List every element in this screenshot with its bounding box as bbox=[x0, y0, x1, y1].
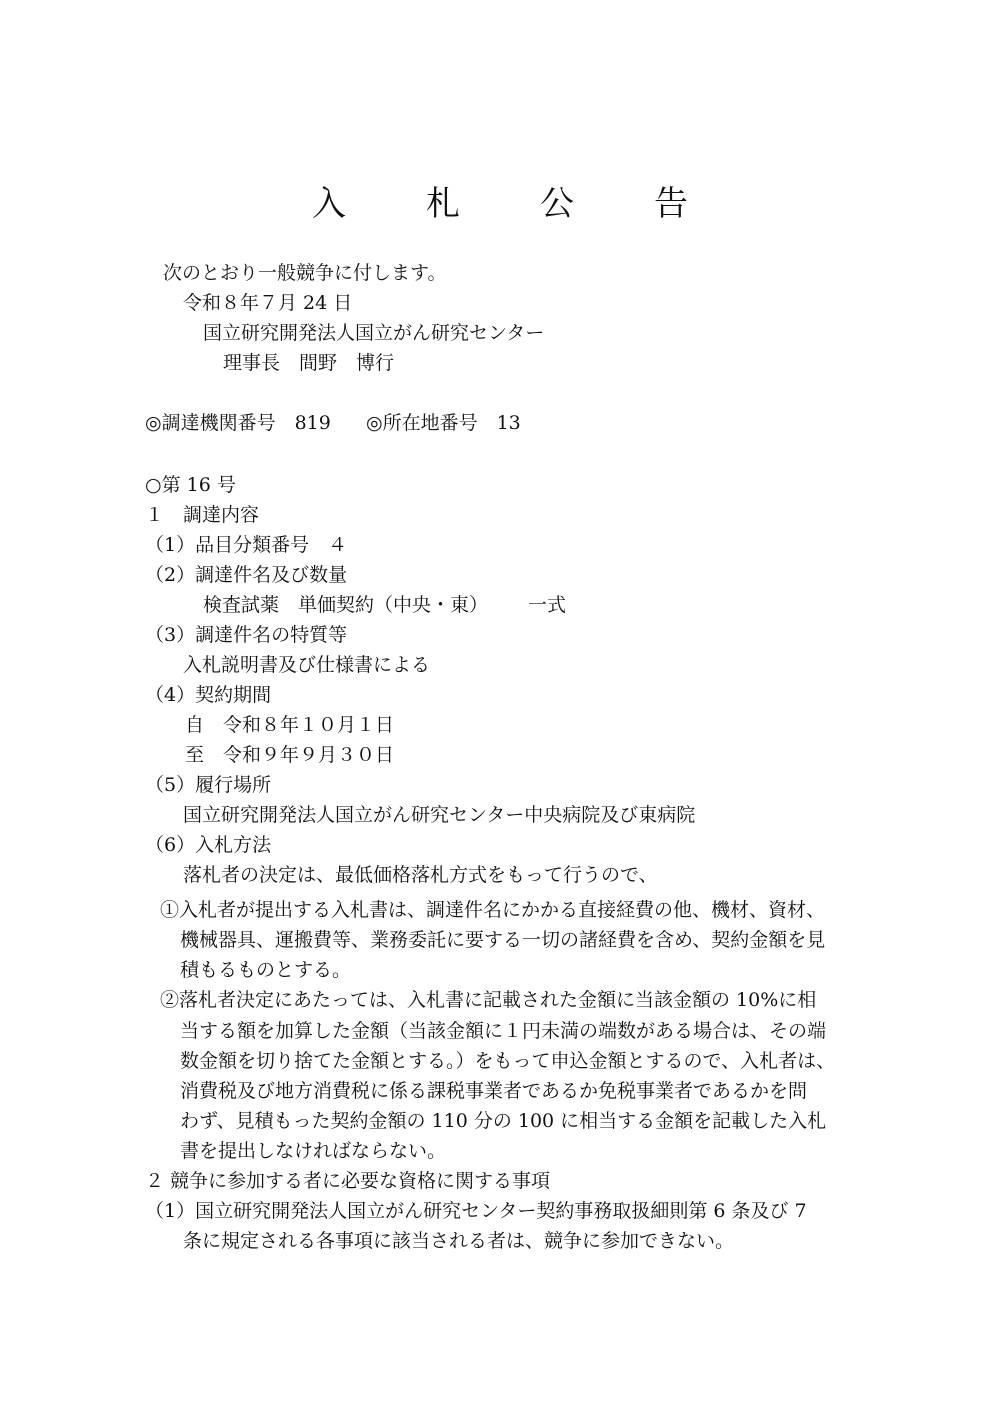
paragraph-2-line-6: 書を提出しなければならない。 bbox=[180, 1140, 447, 1162]
document-title bbox=[0, 176, 1000, 225]
paragraph-2-line-1: ②落札者決定にあたっては、入札書に記載された金額に当該金額の 10%に相 bbox=[160, 989, 817, 1011]
item-6-text: 落札者の決定は、最低価格落札方式をもって行うので、 bbox=[183, 864, 658, 886]
contract-start: 自 令和８年１０月１日 bbox=[185, 714, 395, 736]
intro-text: 次のとおり一般競争に付します。 bbox=[163, 262, 447, 284]
title-char-3: 公 bbox=[540, 184, 574, 224]
organization-name: 国立研究開発法人国立がん研究センター bbox=[203, 322, 545, 344]
item-2-description: 検査試薬 単価契約（中央・東） bbox=[203, 594, 489, 616]
contract-end: 至 令和９年９月３０日 bbox=[185, 744, 395, 766]
agency-code: ◎調達機関番号 819 bbox=[145, 412, 331, 434]
announcement-date: 令和８年７月 24 日 bbox=[183, 292, 353, 314]
notice-number: ○第 16 号 bbox=[145, 474, 236, 496]
item-2: （2）調達件名及び数量 bbox=[145, 564, 348, 586]
title-char-1: 入 bbox=[312, 184, 346, 224]
item-3: （3）調達件名の特質等 bbox=[145, 624, 348, 646]
section-1-heading: １ 調達内容 bbox=[145, 504, 260, 526]
item-5: （5）履行場所 bbox=[145, 774, 272, 796]
paragraph-2-line-2: 当する額を加算した金額（当該金額に１円未満の端数がある場合は、その端 bbox=[180, 1020, 827, 1042]
section-2-heading: ２ 競争に参加する者に必要な資格に関する事項 bbox=[145, 1170, 551, 1192]
section-2-item-1-line-1: （1）国立研究開発法人国立がん研究センター契約事務取扱細則第 6 条及び 7 bbox=[145, 1200, 807, 1222]
location-code: ◎所在地番号 13 bbox=[366, 412, 521, 434]
paragraph-2-line-3: 数金額を切り捨てた金額とする。）をもって申込金額とするので、入札者は、 bbox=[180, 1050, 836, 1072]
item-6: （6）入札方法 bbox=[145, 834, 272, 856]
title-char-2: 札 bbox=[426, 184, 460, 224]
paragraph-1-line-1: ①入札者が提出する入札書は、調達件名にかかる直接経費の他、機材、資材、 bbox=[160, 899, 826, 921]
section-2-item-1-line-2: 条に規定される各事項に該当される者は、競争に参加できない。 bbox=[183, 1230, 735, 1252]
item-2-quantity: 一式 bbox=[528, 594, 567, 616]
item-5-text: 国立研究開発法人国立がん研究センター中央病院及び東病院 bbox=[183, 804, 696, 826]
paragraph-1-line-2: 機械器具、運搬費等、業務委託に要する一切の諸経費を含め、契約金額を見 bbox=[180, 929, 826, 951]
signer: 理事長 間野 博行 bbox=[223, 352, 395, 374]
item-4: （4）契約期間 bbox=[145, 684, 272, 706]
paragraph-2-line-5: わず、見積もった契約金額の 110 分の 100 に相当する金額を記載した入札 bbox=[180, 1110, 827, 1132]
paragraph-2-line-4: 消費税及び地方消費税に係る課税事業者であるか免税事業者であるかを問 bbox=[180, 1080, 808, 1102]
title-char-4: 告 bbox=[654, 184, 688, 224]
paragraph-1-line-3: 積もるものとする。 bbox=[180, 959, 352, 981]
item-1: （1）品目分類番号 ４ bbox=[145, 534, 348, 556]
item-3-text: 入札説明書及び仕様書による bbox=[183, 654, 431, 676]
